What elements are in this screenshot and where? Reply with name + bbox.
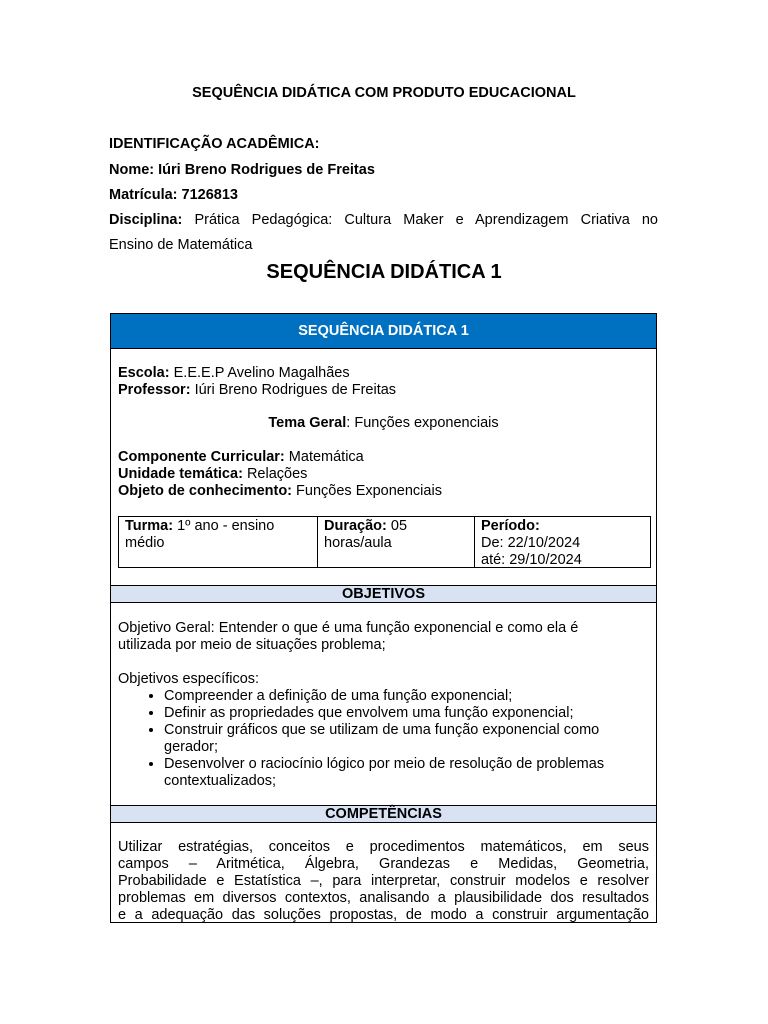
sequence-table xyxy=(110,313,657,923)
competencias-line: e a adequação das soluções propostas, de modo a construir argumentação xyxy=(118,907,649,923)
disciplina-value-line2: Ensino de Matemática xyxy=(109,237,253,253)
identification-heading: IDENTIFICAÇÃO ACADÊMICA: xyxy=(109,136,320,152)
objetivo-geral-line-1: Objetivo Geral: Entender o que é uma função exponencial e como ela é xyxy=(118,620,579,636)
tema-line xyxy=(111,415,656,432)
curriculum-info xyxy=(111,449,656,500)
objetivos-especificos-label: Objetivos específicos: xyxy=(118,671,260,687)
objeto-value: Funções Exponenciais xyxy=(296,483,442,499)
list-item: • Construir gráficos que se utilizam de uma função exponencial como gerador; xyxy=(164,722,649,756)
matricula-label: Matrícula: xyxy=(109,187,178,203)
competencias-line: Utilizar estratégias, conceitos e procedimentos matemáticos, em seus xyxy=(118,839,649,855)
duracao-label: Duração: xyxy=(324,518,387,534)
professor-value: Iúri Breno Rodrigues de Freitas xyxy=(194,382,397,398)
section-title: SEQUÊNCIA DIDÁTICA 1 xyxy=(266,261,502,283)
objetivos-header: OBJETIVOS xyxy=(111,585,656,603)
duracao-cell xyxy=(317,517,474,567)
list-item: • Desenvolver o raciocínio lógico por meio de resolução de problemas contextualizados; xyxy=(164,756,649,790)
periodo-ate: até: 29/10/2024 xyxy=(481,552,582,568)
escola-line xyxy=(118,365,649,382)
componente-label: Componente Curricular: xyxy=(118,449,285,465)
name-value: Iúri Breno Rodrigues de Freitas xyxy=(158,162,375,178)
objeto-label: Objeto de conhecimento: xyxy=(118,483,293,499)
unidade-label: Unidade temática: xyxy=(118,466,243,482)
periodo-label: Período: xyxy=(481,518,540,534)
objetivos-section xyxy=(111,620,656,790)
turma-cell xyxy=(119,517,317,567)
objetivo-geral-line-2: utilizada por meio de situações problema; xyxy=(118,637,386,653)
unidade-value: Relações xyxy=(246,466,308,482)
competencias-line: problemas em diversos contextos, analisando a plausibilidade dos resultados xyxy=(118,890,649,906)
componente-value: Matemática xyxy=(288,449,364,465)
turma-value-2: médio xyxy=(125,535,165,551)
list-item: • Definir as propriedades que envolvem uma função exponencial; xyxy=(164,705,649,722)
competencias-text xyxy=(111,839,656,923)
professor-label: Professor: xyxy=(118,382,191,398)
matricula-line xyxy=(109,187,658,203)
school-info xyxy=(111,365,656,399)
name-line xyxy=(109,162,658,178)
objeto-line xyxy=(118,483,649,500)
periodo-de: De: 22/10/2024 xyxy=(481,535,581,551)
escola-label: Escola: xyxy=(118,365,170,381)
periodo-cell xyxy=(474,517,650,567)
objetivos-especificos-list xyxy=(118,688,649,790)
document-title: SEQUÊNCIA DIDÁTICA COM PRODUTO EDUCACIONAL xyxy=(192,85,576,101)
disciplina-value-line1: Prática Pedagógica: Cultura Maker e Aprendizagem Criativa no xyxy=(194,212,658,228)
turma-value-1: 1º ano - ensino xyxy=(177,518,275,534)
duracao-value-1: 05 xyxy=(390,518,408,534)
competencias-header: COMPETÊNCIAS xyxy=(111,805,656,823)
sequence-table-header: SEQUÊNCIA DIDÁTICA 1 xyxy=(111,314,656,349)
tema-label: Tema Geral xyxy=(268,415,347,431)
disciplina-label: Disciplina: xyxy=(109,212,183,228)
competencias-line: campos – Aritmética, Álgebra, Grandezas e Medidas, Geometria, xyxy=(118,856,649,872)
name-label: Nome: xyxy=(109,162,155,178)
escola-value: E.E.E.P Avelino Magalhães xyxy=(173,365,350,381)
componente-line xyxy=(118,449,649,466)
disciplina-line xyxy=(109,212,658,228)
professor-line xyxy=(118,382,649,399)
unidade-line xyxy=(118,466,649,483)
tema-value: : Funções exponenciais xyxy=(346,415,499,431)
class-details-table xyxy=(118,516,651,568)
matricula-value: 7126813 xyxy=(181,187,238,203)
turma-label: Turma: xyxy=(125,518,174,534)
list-item: • Compreender a definição de uma função exponencial; xyxy=(164,688,649,705)
duracao-value-2: horas/aula xyxy=(324,535,392,551)
competencias-line: Probabilidade e Estatística –, para interpretar, construir modelos e resolver xyxy=(118,873,649,889)
